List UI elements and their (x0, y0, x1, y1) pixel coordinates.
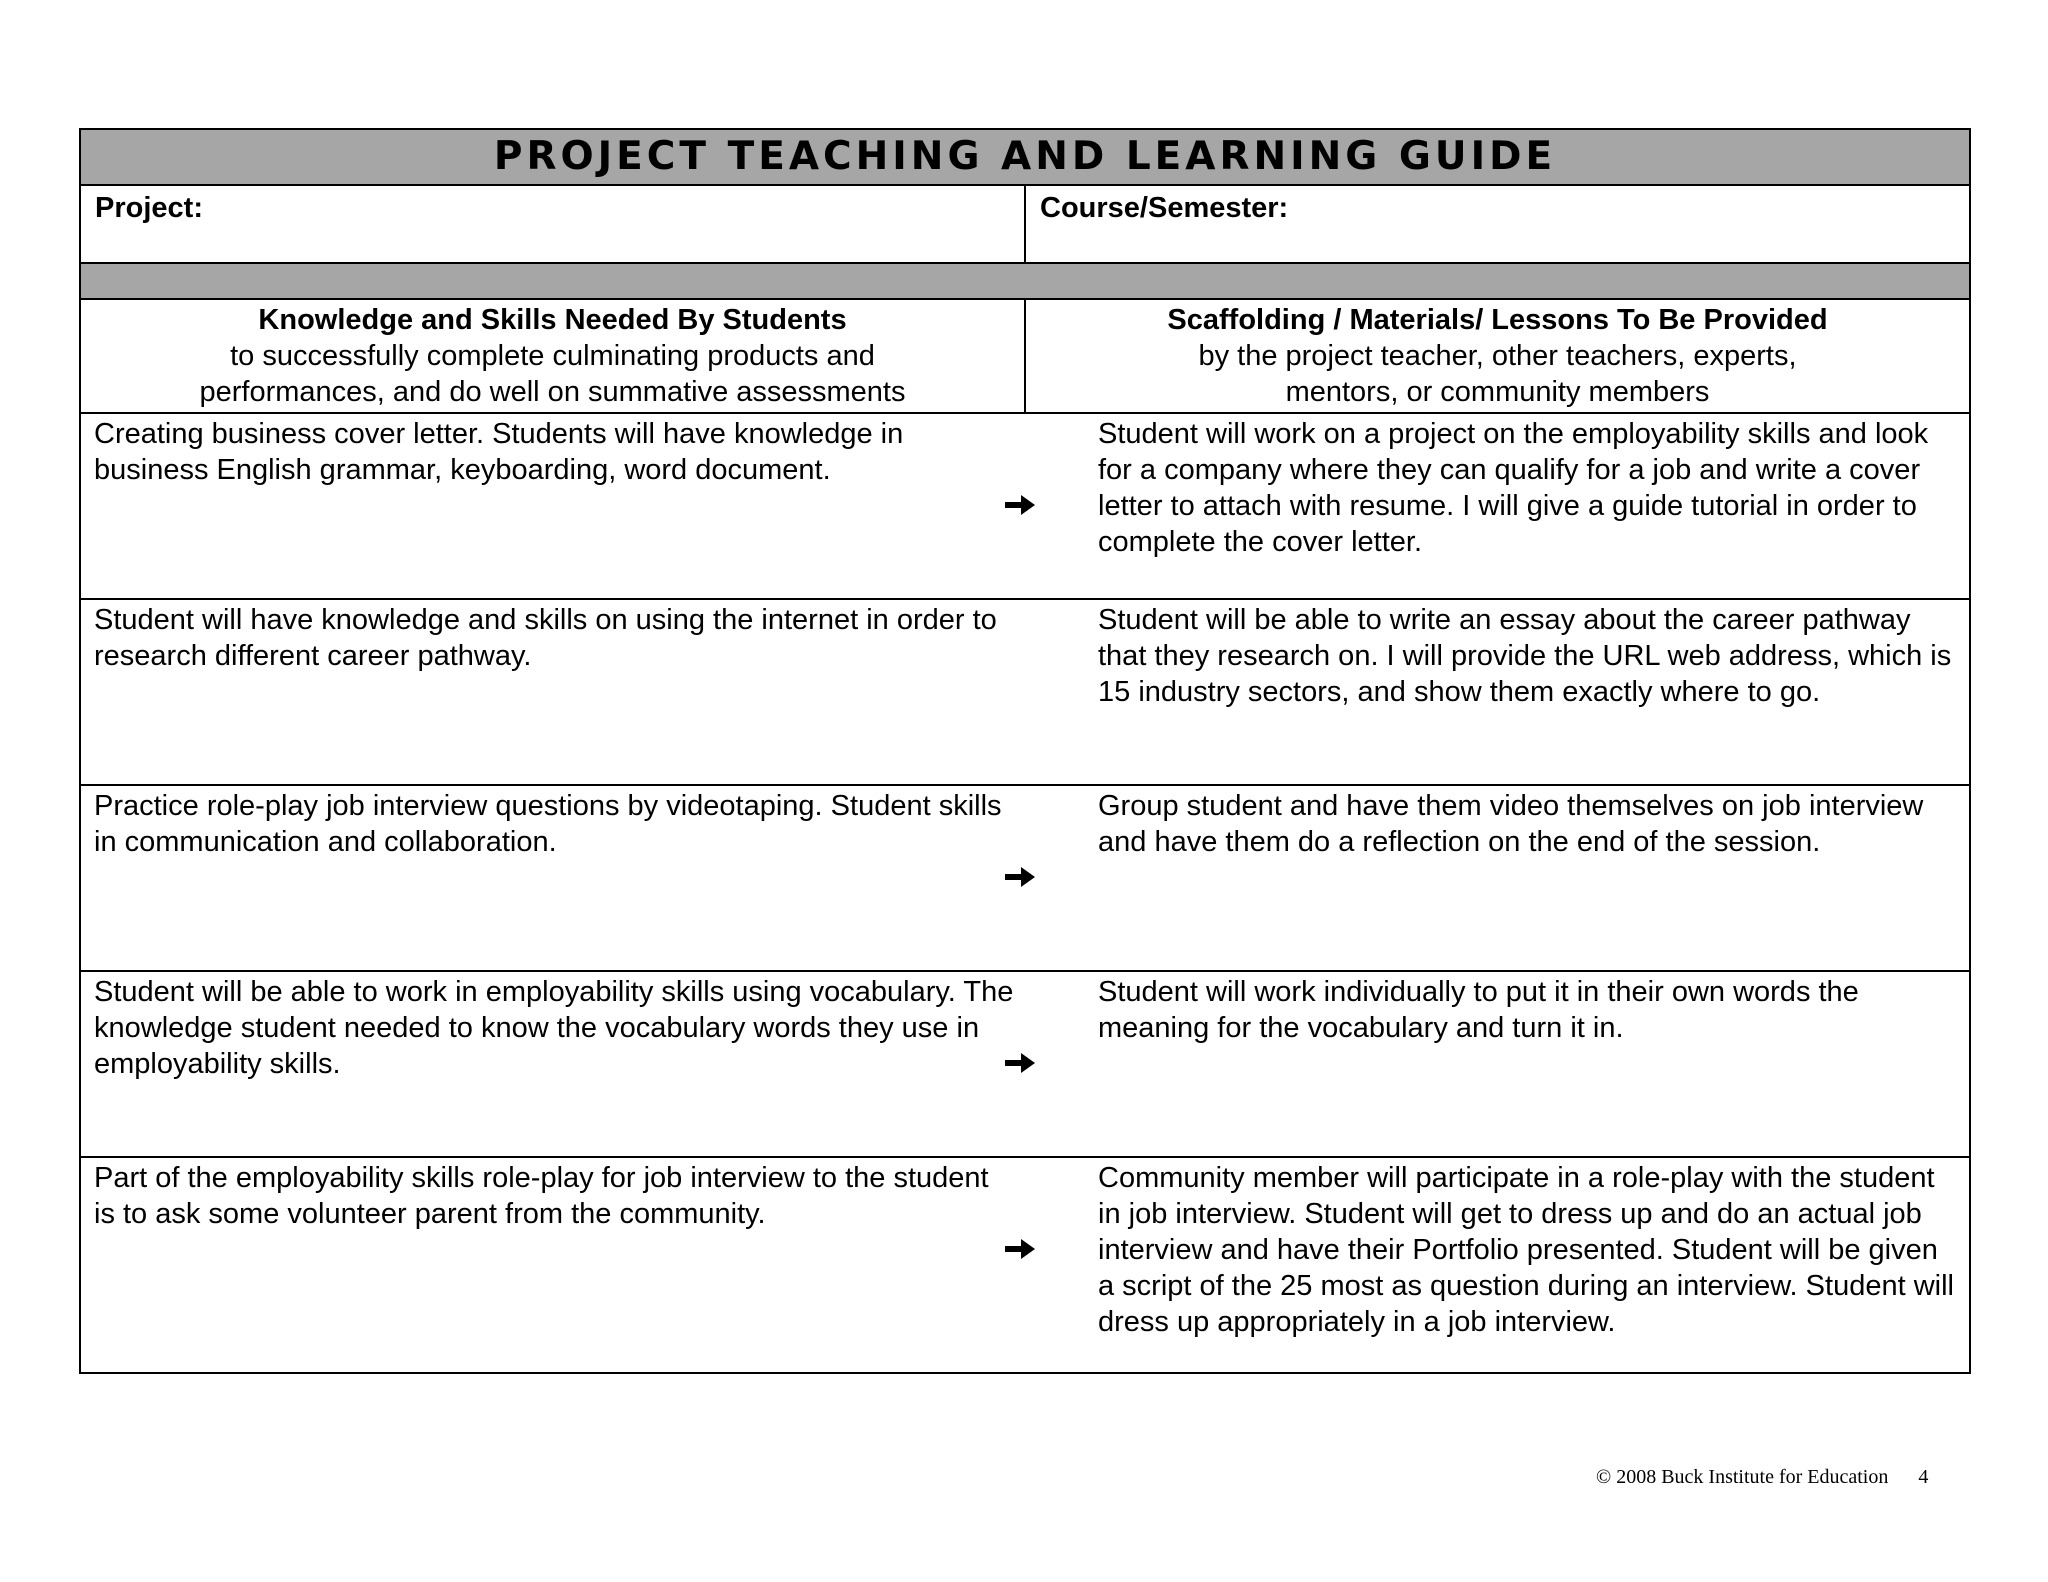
right-arrow-icon (1003, 1236, 1037, 1262)
page-footer (1596, 1466, 1928, 1489)
scaffolding-text: Group student and have them video themselves on job interview and have them do a reflection on the end of the session. (1098, 790, 1924, 858)
knowledge-header-line1: to successfully complete culminating products and (230, 340, 875, 372)
table-row (80, 971, 1970, 1157)
knowledge-cell: Student will have knowledge and skills on using the internet in order to research different career pathway. (80, 599, 1025, 785)
guide-title: PROJECT TEACHING AND LEARNING GUIDE (493, 134, 1557, 179)
scaffolding-cell (1025, 599, 1970, 785)
scaffolding-text: Student will be able to write an essay about the career pathway that they research on. I will provide the URL web address, which is 15 industry sectors, and show them exactly where to go. (1098, 604, 1952, 708)
scaffolding-cell (1025, 785, 1970, 971)
right-arrow-icon (1003, 864, 1037, 890)
table-row (80, 1157, 1970, 1373)
right-arrow-icon (1003, 492, 1037, 518)
knowledge-cell: Student will be able to work in employability skills using vocabulary. The knowledge student needed to know the vocabulary words they use in employability skills. (80, 971, 1025, 1157)
scaffolding-cell (1025, 971, 1970, 1157)
knowledge-header-title: Knowledge and Skills Needed By Students (258, 304, 847, 336)
scaffolding-cell (1025, 1157, 1970, 1373)
table-row (80, 785, 1970, 971)
separator-bar (80, 263, 1970, 299)
knowledge-cell: Practice role-play job interview questions by videotaping. Student skills in communication and collaboration. (80, 785, 1025, 971)
page-number: 4 (1918, 1466, 1929, 1488)
scaffolding-header-title: Scaffolding / Materials/ Lessons To Be Provided (1167, 304, 1828, 336)
title-bar (80, 129, 1970, 185)
table-row (80, 599, 1970, 785)
right-arrow-icon (1003, 1050, 1037, 1076)
project-field (80, 185, 1025, 263)
scaffolding-header (1025, 299, 1970, 413)
course-semester-field (1025, 185, 1970, 263)
table-row (80, 413, 1970, 599)
scaffolding-header-line1: by the project teacher, other teachers, experts, (1198, 340, 1797, 372)
knowledge-skills-header (80, 299, 1025, 413)
scaffolding-text: Student will work individually to put it in their own words the meaning for the vocabulary and turn it in. (1098, 976, 1859, 1044)
scaffolding-text: Student will work on a project on the employability skills and look for a company where they can qualify for a job and write a cover letter to attach with resume. I will give a guide tutorial in order to complete the cover letter. (1098, 418, 1929, 558)
teaching-learning-guide-table (79, 128, 1971, 1374)
scaffolding-header-line2: mentors, or community members (1285, 376, 1710, 408)
knowledge-cell: Creating business cover letter. Students will have knowledge in business English grammar, keyboarding, word document. (80, 413, 1025, 599)
scaffolding-cell (1025, 413, 1970, 599)
course-semester-label: Course/Semester: (1040, 192, 1289, 224)
scaffolding-text: Community member will participate in a role-play with the student in job interview. Student will get to dress up and do an actual job interview and have their Portfolio presented. Student will be given a script of the 25 most as question during an interview. Student will dress up appropriately in a job interview. (1098, 1162, 1954, 1338)
copyright-text: © 2008 Buck Institute for Education (1596, 1466, 1889, 1488)
project-label: Project: (95, 192, 203, 224)
knowledge-header-line2: performances, and do well on summative assessments (199, 376, 906, 408)
knowledge-cell: Part of the employability skills role-play for job interview to the student is to ask some volunteer parent from the community. (80, 1157, 1025, 1373)
